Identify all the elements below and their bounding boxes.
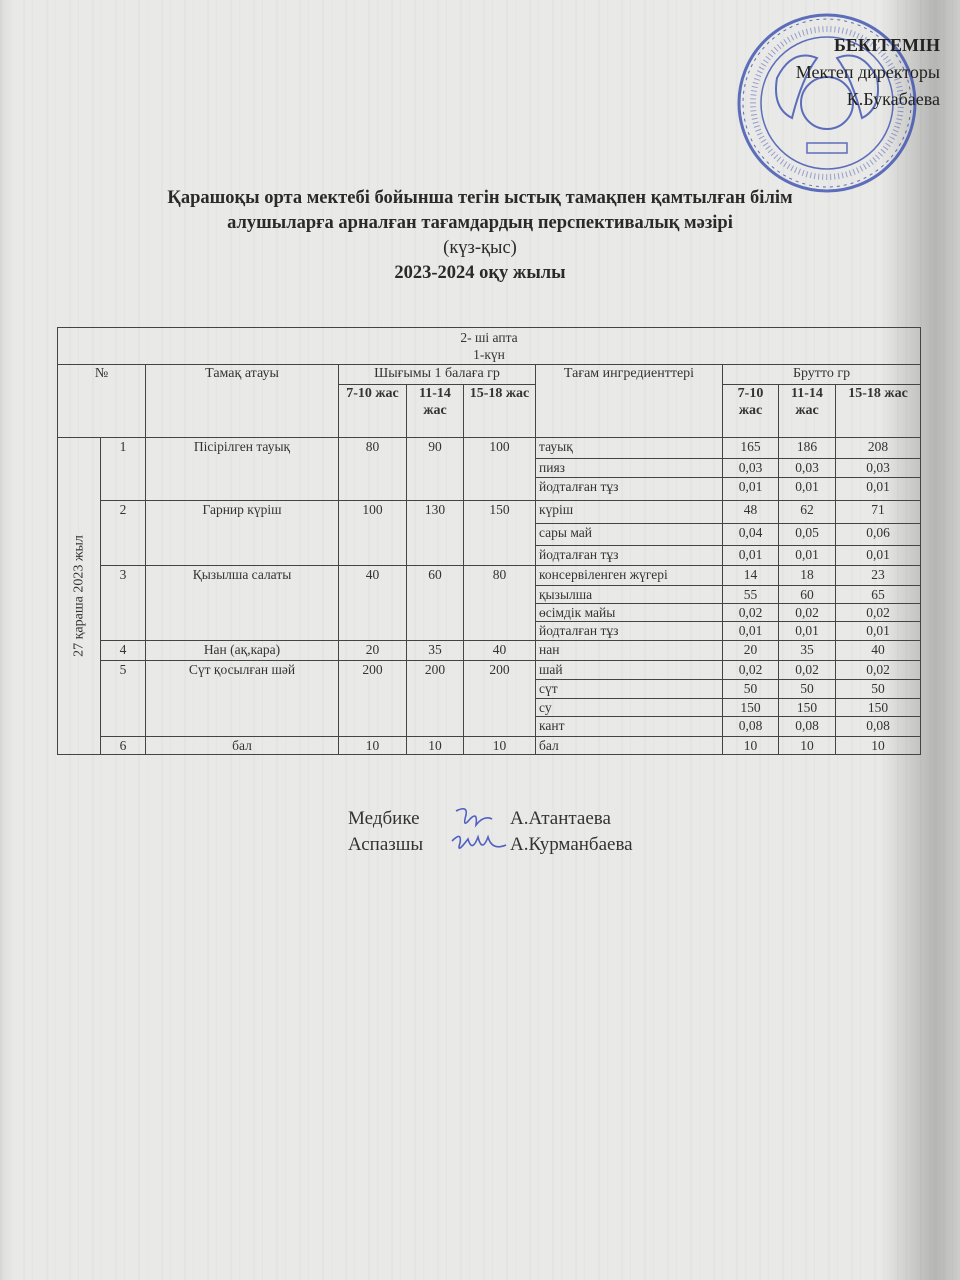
- date-cell: [58, 438, 101, 755]
- dish-row: [58, 661, 921, 680]
- header-dish: Тамақ атауы: [146, 365, 339, 438]
- dish-number: 5: [101, 661, 146, 737]
- title-line-4: 2023-2024 оқу жылы: [394, 263, 566, 283]
- brutto-age-11-14: 11-14 жас: [779, 385, 836, 438]
- brutto-15-18: 0,01: [836, 622, 921, 641]
- portion-11-14: 10: [407, 737, 464, 755]
- dish-number: 2: [101, 501, 146, 566]
- brutto-7-10: 48: [723, 501, 779, 524]
- date-label: 27 қараша 2023 жыл: [71, 535, 87, 657]
- portion-7-10: 40: [339, 566, 407, 641]
- dish-row: [58, 566, 921, 586]
- brutto-11-14: 62: [779, 501, 836, 524]
- dish-row: [58, 438, 921, 459]
- brutto-7-10: 10: [723, 737, 779, 755]
- brutto-7-10: 0,02: [723, 604, 779, 622]
- brutto-11-14: 0,01: [779, 622, 836, 641]
- brutto-11-14: 0,05: [779, 524, 836, 546]
- portion-age-11-14: 11-14 жас: [407, 385, 464, 438]
- portion-11-14: 35: [407, 641, 464, 661]
- brutto-11-14: 60: [779, 586, 836, 604]
- ingredient-name: тауық: [536, 438, 723, 459]
- dish-row: [58, 641, 921, 661]
- ingredient-name: йодталған тұз: [536, 546, 723, 566]
- ingredient-name: өсімдік майы: [536, 604, 723, 622]
- brutto-15-18: 208: [836, 438, 921, 459]
- portion-15-18: 100: [464, 438, 536, 501]
- brutto-11-14: 0,02: [779, 604, 836, 622]
- brutto-11-14: 0,01: [779, 546, 836, 566]
- ingredient-name: күріш: [536, 501, 723, 524]
- ingredient-name: йодталған тұз: [536, 478, 723, 501]
- ingredient-name: бал: [536, 737, 723, 755]
- dish-row: [58, 501, 921, 524]
- title-line-2: алушыларға арналған тағамдардың перспективалық мәзірі: [227, 213, 733, 233]
- signatures: [348, 805, 633, 857]
- brutto-15-18: 65: [836, 586, 921, 604]
- ingredient-name: йодталған тұз: [536, 622, 723, 641]
- brutto-15-18: 40: [836, 641, 921, 661]
- brutto-11-14: 0,02: [779, 661, 836, 680]
- dish-name: Қызылша салаты: [146, 566, 339, 641]
- approval-heading: БЕКІТЕМІН: [834, 35, 940, 55]
- brutto-7-10: 0,03: [723, 459, 779, 478]
- brutto-15-18: 0,01: [836, 546, 921, 566]
- portion-7-10: 80: [339, 438, 407, 501]
- ingredient-name: шай: [536, 661, 723, 680]
- brutto-7-10: 0,08: [723, 717, 779, 737]
- header-num: №: [58, 365, 146, 438]
- ingredient-name: сары май: [536, 524, 723, 546]
- brutto-15-18: 0,01: [836, 478, 921, 501]
- ingredient-name: пияз: [536, 459, 723, 478]
- header-brutto: Брутто гр: [723, 365, 921, 385]
- brutto-15-18: 10: [836, 737, 921, 755]
- brutto-15-18: 0,08: [836, 717, 921, 737]
- portion-7-10: 100: [339, 501, 407, 566]
- brutto-7-10: 0,01: [723, 546, 779, 566]
- dish-name: Сүт қосылған шәй: [146, 661, 339, 737]
- brutto-15-18: 0,02: [836, 604, 921, 622]
- portion-15-18: 10: [464, 737, 536, 755]
- brutto-11-14: 150: [779, 699, 836, 717]
- brutto-11-14: 35: [779, 641, 836, 661]
- brutto-11-14: 10: [779, 737, 836, 755]
- portion-11-14: 60: [407, 566, 464, 641]
- header-row: [58, 365, 921, 385]
- dish-name: бал: [146, 737, 339, 755]
- header-ingredients: Тағам ингредиенттері: [536, 365, 723, 438]
- header-portion: Шығымы 1 балаға гр: [339, 365, 536, 385]
- portion-age-7-10: 7-10 жас: [339, 385, 407, 438]
- signature-role: Медбике: [348, 807, 420, 829]
- week-day-row: [58, 328, 921, 365]
- dish-name: Нан (ақ,кара): [146, 641, 339, 661]
- brutto-age-7-10: 7-10 жас: [723, 385, 779, 438]
- signature-row-nurse: [348, 805, 633, 831]
- brutto-age-15-18: 15-18 жас: [836, 385, 921, 438]
- handwritten-signature-icon: [448, 831, 508, 857]
- brutto-7-10: 165: [723, 438, 779, 459]
- brutto-15-18: 0,06: [836, 524, 921, 546]
- dish-row: [58, 737, 921, 755]
- brutto-15-18: 71: [836, 501, 921, 524]
- approval-position: Мектеп директоры: [795, 62, 940, 82]
- brutto-7-10: 20: [723, 641, 779, 661]
- portion-11-14: 200: [407, 661, 464, 737]
- ingredient-name: нан: [536, 641, 723, 661]
- brutto-7-10: 0,01: [723, 478, 779, 501]
- brutto-15-18: 0,02: [836, 661, 921, 680]
- ingredient-name: сүт: [536, 680, 723, 699]
- portion-15-18: 80: [464, 566, 536, 641]
- portion-15-18: 200: [464, 661, 536, 737]
- brutto-11-14: 186: [779, 438, 836, 459]
- brutto-15-18: 150: [836, 699, 921, 717]
- brutto-15-18: 23: [836, 566, 921, 586]
- brutto-15-18: 50: [836, 680, 921, 699]
- dish-number: 6: [101, 737, 146, 755]
- brutto-11-14: 0,03: [779, 459, 836, 478]
- signature-name: А.Курманбаева: [510, 833, 633, 855]
- brutto-7-10: 150: [723, 699, 779, 717]
- dish-number: 4: [101, 641, 146, 661]
- brutto-11-14: 0,08: [779, 717, 836, 737]
- portion-11-14: 90: [407, 438, 464, 501]
- signature-row-cook: [348, 831, 633, 857]
- brutto-11-14: 18: [779, 566, 836, 586]
- portion-11-14: 130: [407, 501, 464, 566]
- title-line-3: (күз-қыс): [443, 238, 517, 258]
- brutto-7-10: 55: [723, 586, 779, 604]
- portion-7-10: 20: [339, 641, 407, 661]
- ingredient-name: су: [536, 699, 723, 717]
- brutto-7-10: 0,01: [723, 622, 779, 641]
- dish-number: 1: [101, 438, 146, 501]
- brutto-11-14: 0,01: [779, 478, 836, 501]
- portion-7-10: 10: [339, 737, 407, 755]
- signature-name: А.Атантаева: [510, 807, 611, 829]
- portion-7-10: 200: [339, 661, 407, 737]
- brutto-11-14: 50: [779, 680, 836, 699]
- day-label: 1-күн: [473, 347, 505, 362]
- dish-number: 3: [101, 566, 146, 641]
- approval-name: К.Букабаева: [846, 89, 940, 109]
- brutto-7-10: 0,04: [723, 524, 779, 546]
- ingredient-name: қызылша: [536, 586, 723, 604]
- brutto-7-10: 0,02: [723, 661, 779, 680]
- week-label: 2- ші апта: [460, 330, 518, 345]
- dish-name: Пісірілген тауық: [146, 438, 339, 501]
- ingredient-name: кант: [536, 717, 723, 737]
- portion-15-18: 150: [464, 501, 536, 566]
- menu-table: [57, 327, 921, 755]
- brutto-7-10: 50: [723, 680, 779, 699]
- portion-age-15-18: 15-18 жас: [464, 385, 536, 438]
- handwritten-signature-icon: [448, 805, 508, 831]
- brutto-7-10: 14: [723, 566, 779, 586]
- title-line-1: Қарашоқы орта мектебі бойынша тегін ыстық тамақпен қамтылған білім: [167, 188, 793, 208]
- dish-name: Гарнир күріш: [146, 501, 339, 566]
- signature-role: Аспазшы: [348, 833, 424, 855]
- portion-15-18: 40: [464, 641, 536, 661]
- brutto-15-18: 0,03: [836, 459, 921, 478]
- ingredient-name: консервіленген жүгері: [536, 566, 723, 586]
- document-title: [0, 186, 960, 286]
- approval-block: [796, 32, 940, 113]
